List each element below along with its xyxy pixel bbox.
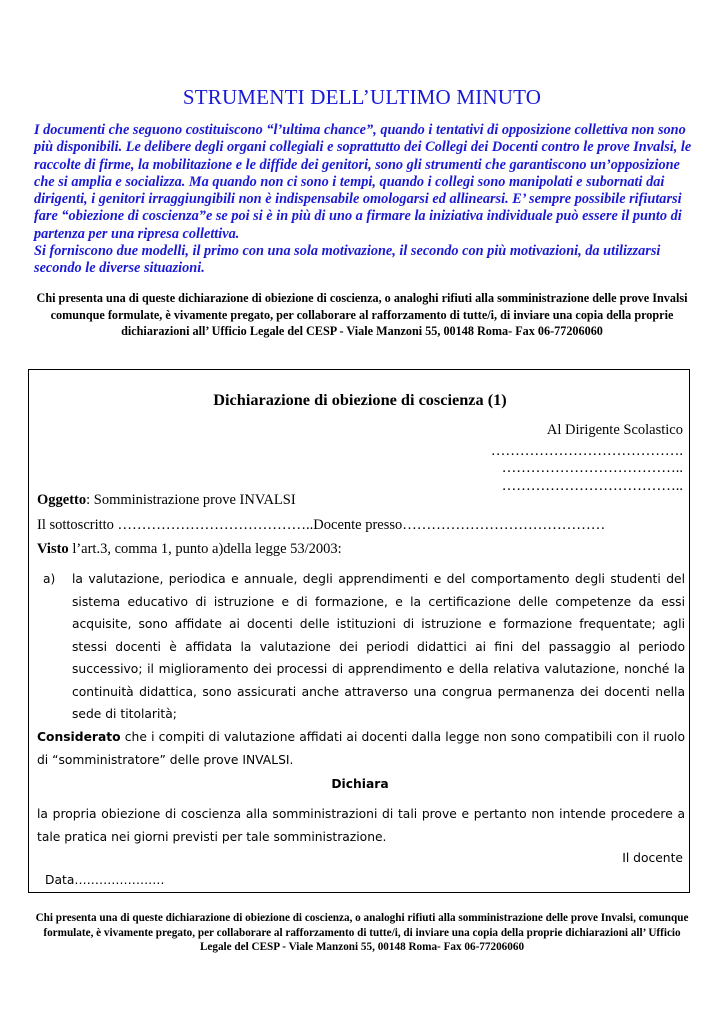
address-line-3: ……………………………….. [501, 477, 683, 494]
oggetto-line [37, 492, 296, 509]
date-line: Data…………………. [45, 873, 165, 887]
declaration-statement: la propria obiezione di coscienza alla somministrazioni di tali prove e pertanto non intende procedere a tale pratica nei giorni previsti per tale somministrazione. [37, 807, 685, 844]
visto-text: l’art.3, comma 1, punto a)della legge 53/2003: [68, 541, 342, 557]
address-line-1: …………………………………. [490, 442, 683, 459]
notice-bottom: Chi presenta una di queste dichiarazione di obiezione di coscienza, o analoghi rifiuti alla somministrazione delle prove Invalsi, comunque formulate, è vivamente pregato, per collaborare al rafforzamento di tutte/i, di inviare una copia della proprie dichiarazioni all’ Ufficio Legale del CESP - Viale Manzoni 55, 00148 Roma- Fax 06-77206060 [35, 912, 689, 953]
dichiara-heading: Dichiara [331, 777, 389, 791]
declaration-box [28, 369, 690, 893]
visto-label: Visto [37, 541, 69, 557]
considerato-text: che i compiti di valutazione affidati ai docenti dalla legge non sono compatibili con il ruolo di “somministratore” delle prove INVALSI. [37, 730, 685, 767]
page-title: STRUMENTI DELL’ULTIMO MINUTO [182, 85, 542, 109]
oggetto-label: Oggetto [37, 492, 87, 508]
declaration-title: Dichiarazione di obiezione di coscienza (1) [213, 390, 507, 409]
intro-paragraph-2: Si forniscono due modelli, il primo con una sola motivazione, il secondo con più motivazioni, da utilizzarsi secondo le diverse situazioni. [34, 243, 661, 277]
address-line-2: ……………………………….. [501, 460, 683, 476]
list-marker: a) [43, 572, 56, 586]
considerato-label: Considerato [37, 730, 121, 744]
signature-label: Il docente [622, 851, 683, 865]
oggetto-text: : Somministrazione prove INVALSI [86, 492, 296, 508]
list-item-text: la valutazione, periodica e annuale, degli apprendimenti e del comportamento degli studenti del sistema educativo di istruzione e di formazione, e la certificazione delle competenze da essi acquisite, sono affidate ai docenti delle istituzioni di istruzione e formazione frequentate; agli stessi docenti è affidata la valutazione dei periodi didattici ai fini del passaggio al periodo successivo; il miglioramento dei processi di apprendimento e della relativa valutazione, nonché la continuità didattica, sono assicurati anche attraverso una congrua permanenza dei docenti nella sede di titolarità; [72, 572, 685, 721]
considerato-paragraph [37, 726, 685, 771]
addressee: Al Dirigente Scolastico [546, 422, 683, 438]
intro-paragraph-1: I documenti che seguono costituiscono “l’ultima chance”, quando i tentativi di opposizione collettiva non sono più disponibili. Le delibere degli organi collegiali e soprattutto dei Collegi dei Docenti contro le prove Invalsi, le raccolte di firme, la mobilitazione e le diffide dei genitori, sono gli strumenti che garantiscono un’opposizione che si amplia e socializza. Ma quando non ci sono i tempi, quando i collegi sono manipolati e subornati dai dirigenti, i genitori irraggiungibili non è indispensabile omologarsi ed allinearsi. E’ sempre possibile rifiutarsi fare “obiezione di coscienza”e se poi si è in più di uno a firmare la iniziativa individuale può essere il punto di partenza per una ripresa collettiva. [34, 122, 692, 242]
notice-top: Chi presenta una di queste dichiarazione di obiezione di coscienza, o analoghi rifiuti alla somministrazione delle prove Invalsi comunque formulate, è vivamente pregato, per collaborare al rafforzamento di tutte/i, di inviare una copia della proprie dichiarazioni all’ Ufficio Legale del CESP - Viale Manzoni 55, 00148 Roma- Fax 06-77206060 [36, 291, 688, 338]
intro-text [34, 122, 698, 278]
addressee-block [491, 422, 683, 495]
list-item-a [43, 568, 685, 726]
sottoscritto-line: Il sottoscritto …………………………………..Docente presso…………………………………… [37, 517, 606, 533]
visto-line [37, 541, 342, 558]
